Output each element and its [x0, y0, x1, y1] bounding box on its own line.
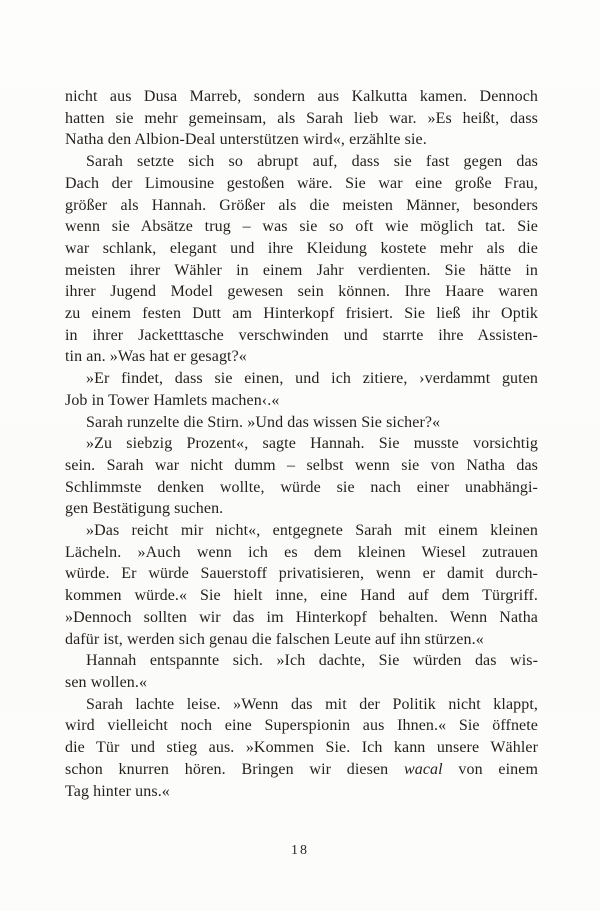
text-segment: Job in Tower Hamlets machen‹.«	[65, 391, 280, 409]
text-line	[65, 650, 538, 672]
text-segment: zu einem festen Dutt am Hinterkopf frisiert. Sie ließ ihr Optik	[65, 305, 538, 323]
text-segment: war schlank, elegant und ihre Kleidung kostete mehr als die	[65, 239, 538, 257]
text-line	[65, 129, 538, 151]
text-segment: nicht aus Dusa Marreb, sondern aus Kalkutta kamen. Dennoch	[65, 88, 538, 105]
text-segment: in ihrer Jacketttasche verschwinden und starrte ihre Assisten-	[65, 326, 538, 344]
text-segment: größer als Hannah. Größer als die meisten Männer, besonders	[65, 196, 538, 214]
text-segment: Tag hinter uns.«	[65, 782, 170, 800]
text-segment: wenn sie Absätze trug – was sie so oft wie möglich tat. Sie	[65, 218, 538, 236]
text-segment: Natha den Albion-Deal unterstützen wird«, erzählte sie.	[65, 131, 427, 149]
text-segment: wird vielleicht noch eine Superspionin aus Ihnen.« Sie öffnete	[65, 717, 538, 735]
text-line	[65, 433, 538, 455]
text-line	[65, 607, 538, 629]
text-line	[65, 195, 538, 217]
text-line	[65, 108, 538, 130]
text-line	[65, 346, 538, 368]
text-line	[65, 260, 538, 282]
text-segment: sen wollen.«	[65, 673, 148, 691]
text-segment: von einem	[442, 760, 539, 778]
text-segment: Dach der Limousine gestoßen wäre. Sie war eine große Frau,	[65, 174, 538, 192]
text-segment: Lächeln. »Auch wenn ich es dem kleinen Wiesel zutrauen	[65, 543, 538, 561]
text-segment: würde. Er würde Sauerstoff privatisieren, wenn er damit durch-	[65, 565, 538, 583]
text-line	[65, 325, 538, 347]
text-line	[65, 86, 538, 108]
text-line	[65, 542, 538, 564]
text-line	[65, 585, 538, 607]
page-number: 18	[291, 843, 309, 858]
text-line	[65, 390, 538, 412]
text-segment: sein. Sarah war nicht dumm – selbst wenn sie von Natha das	[65, 456, 538, 474]
text-segment: Hannah entspannte sich. »Ich dachte, Sie würden das wis-	[86, 652, 538, 670]
italic-word: wacal	[403, 760, 443, 778]
text-line	[65, 151, 538, 173]
text-line	[65, 694, 538, 716]
text-line	[65, 216, 538, 238]
text-line	[65, 672, 538, 694]
text-segment: gen Bestätigung suchen.	[65, 500, 224, 518]
text-line	[65, 737, 538, 759]
text-segment: tin an. »Was hat er gesagt?«	[65, 348, 247, 366]
text-segment: Sarah setzte sich so abrupt auf, dass sie fast gegen das	[86, 153, 538, 171]
text-segment: die Tür und stieg aus. »Kommen Sie. Ich kann unsere Wähler	[65, 739, 538, 757]
text-segment: dafür ist, werden sich genau die falschen Leute auf ihn stürzen.«	[65, 630, 484, 648]
text-line	[65, 477, 538, 499]
text-segment: schon knurren hören. Bringen wir diesen	[65, 760, 404, 778]
text-segment: »Das reicht mir nicht«, entgegnete Sarah mit einem kleinen	[86, 522, 538, 540]
text-line	[65, 781, 538, 803]
text-line	[65, 715, 538, 737]
text-line	[65, 759, 538, 781]
text-line	[65, 563, 538, 585]
text-segment: Sarah lachte leise. »Wenn das mit der Politik nicht klappt,	[86, 695, 538, 713]
text-line	[65, 238, 538, 260]
text-line	[65, 498, 538, 520]
text-segment: kommen würde.« Sie hielt inne, eine Hand auf dem Türgriff.	[65, 587, 538, 605]
text-line	[65, 368, 538, 390]
text-segment: »Zu siebzig Prozent«, sagte Hannah. Sie musste vorsichtig	[86, 435, 538, 453]
text-segment: meisten ihrer Wähler in einem Jahr verdienten. Sie hätte in	[65, 261, 538, 279]
text-line	[65, 520, 538, 542]
text-line	[65, 455, 538, 477]
text-line	[65, 281, 538, 303]
text-line	[65, 412, 538, 434]
text-segment: ihrer Jugend Model gewesen sein können. Ihre Haare waren	[65, 283, 538, 301]
text-segment: »Er findet, dass sie einen, und ich zitiere, ›verdammt guten	[86, 370, 538, 388]
text-segment: Schlimmste denken wollte, würde sie nach einer unabhängi-	[65, 478, 538, 496]
text-segment: Sarah runzelte die Stirn. »Und das wissen Sie sicher?«	[86, 413, 441, 431]
text-line	[65, 303, 538, 325]
text-line	[65, 629, 538, 651]
page-text	[65, 86, 538, 802]
text-segment: hatten sie mehr gemeinsam, als Sarah lieb war. »Es heißt, dass	[65, 109, 538, 127]
text-line	[65, 173, 538, 195]
text-segment: »Dennoch sollten wir das im Hinterkopf behalten. Wenn Natha	[65, 608, 538, 626]
